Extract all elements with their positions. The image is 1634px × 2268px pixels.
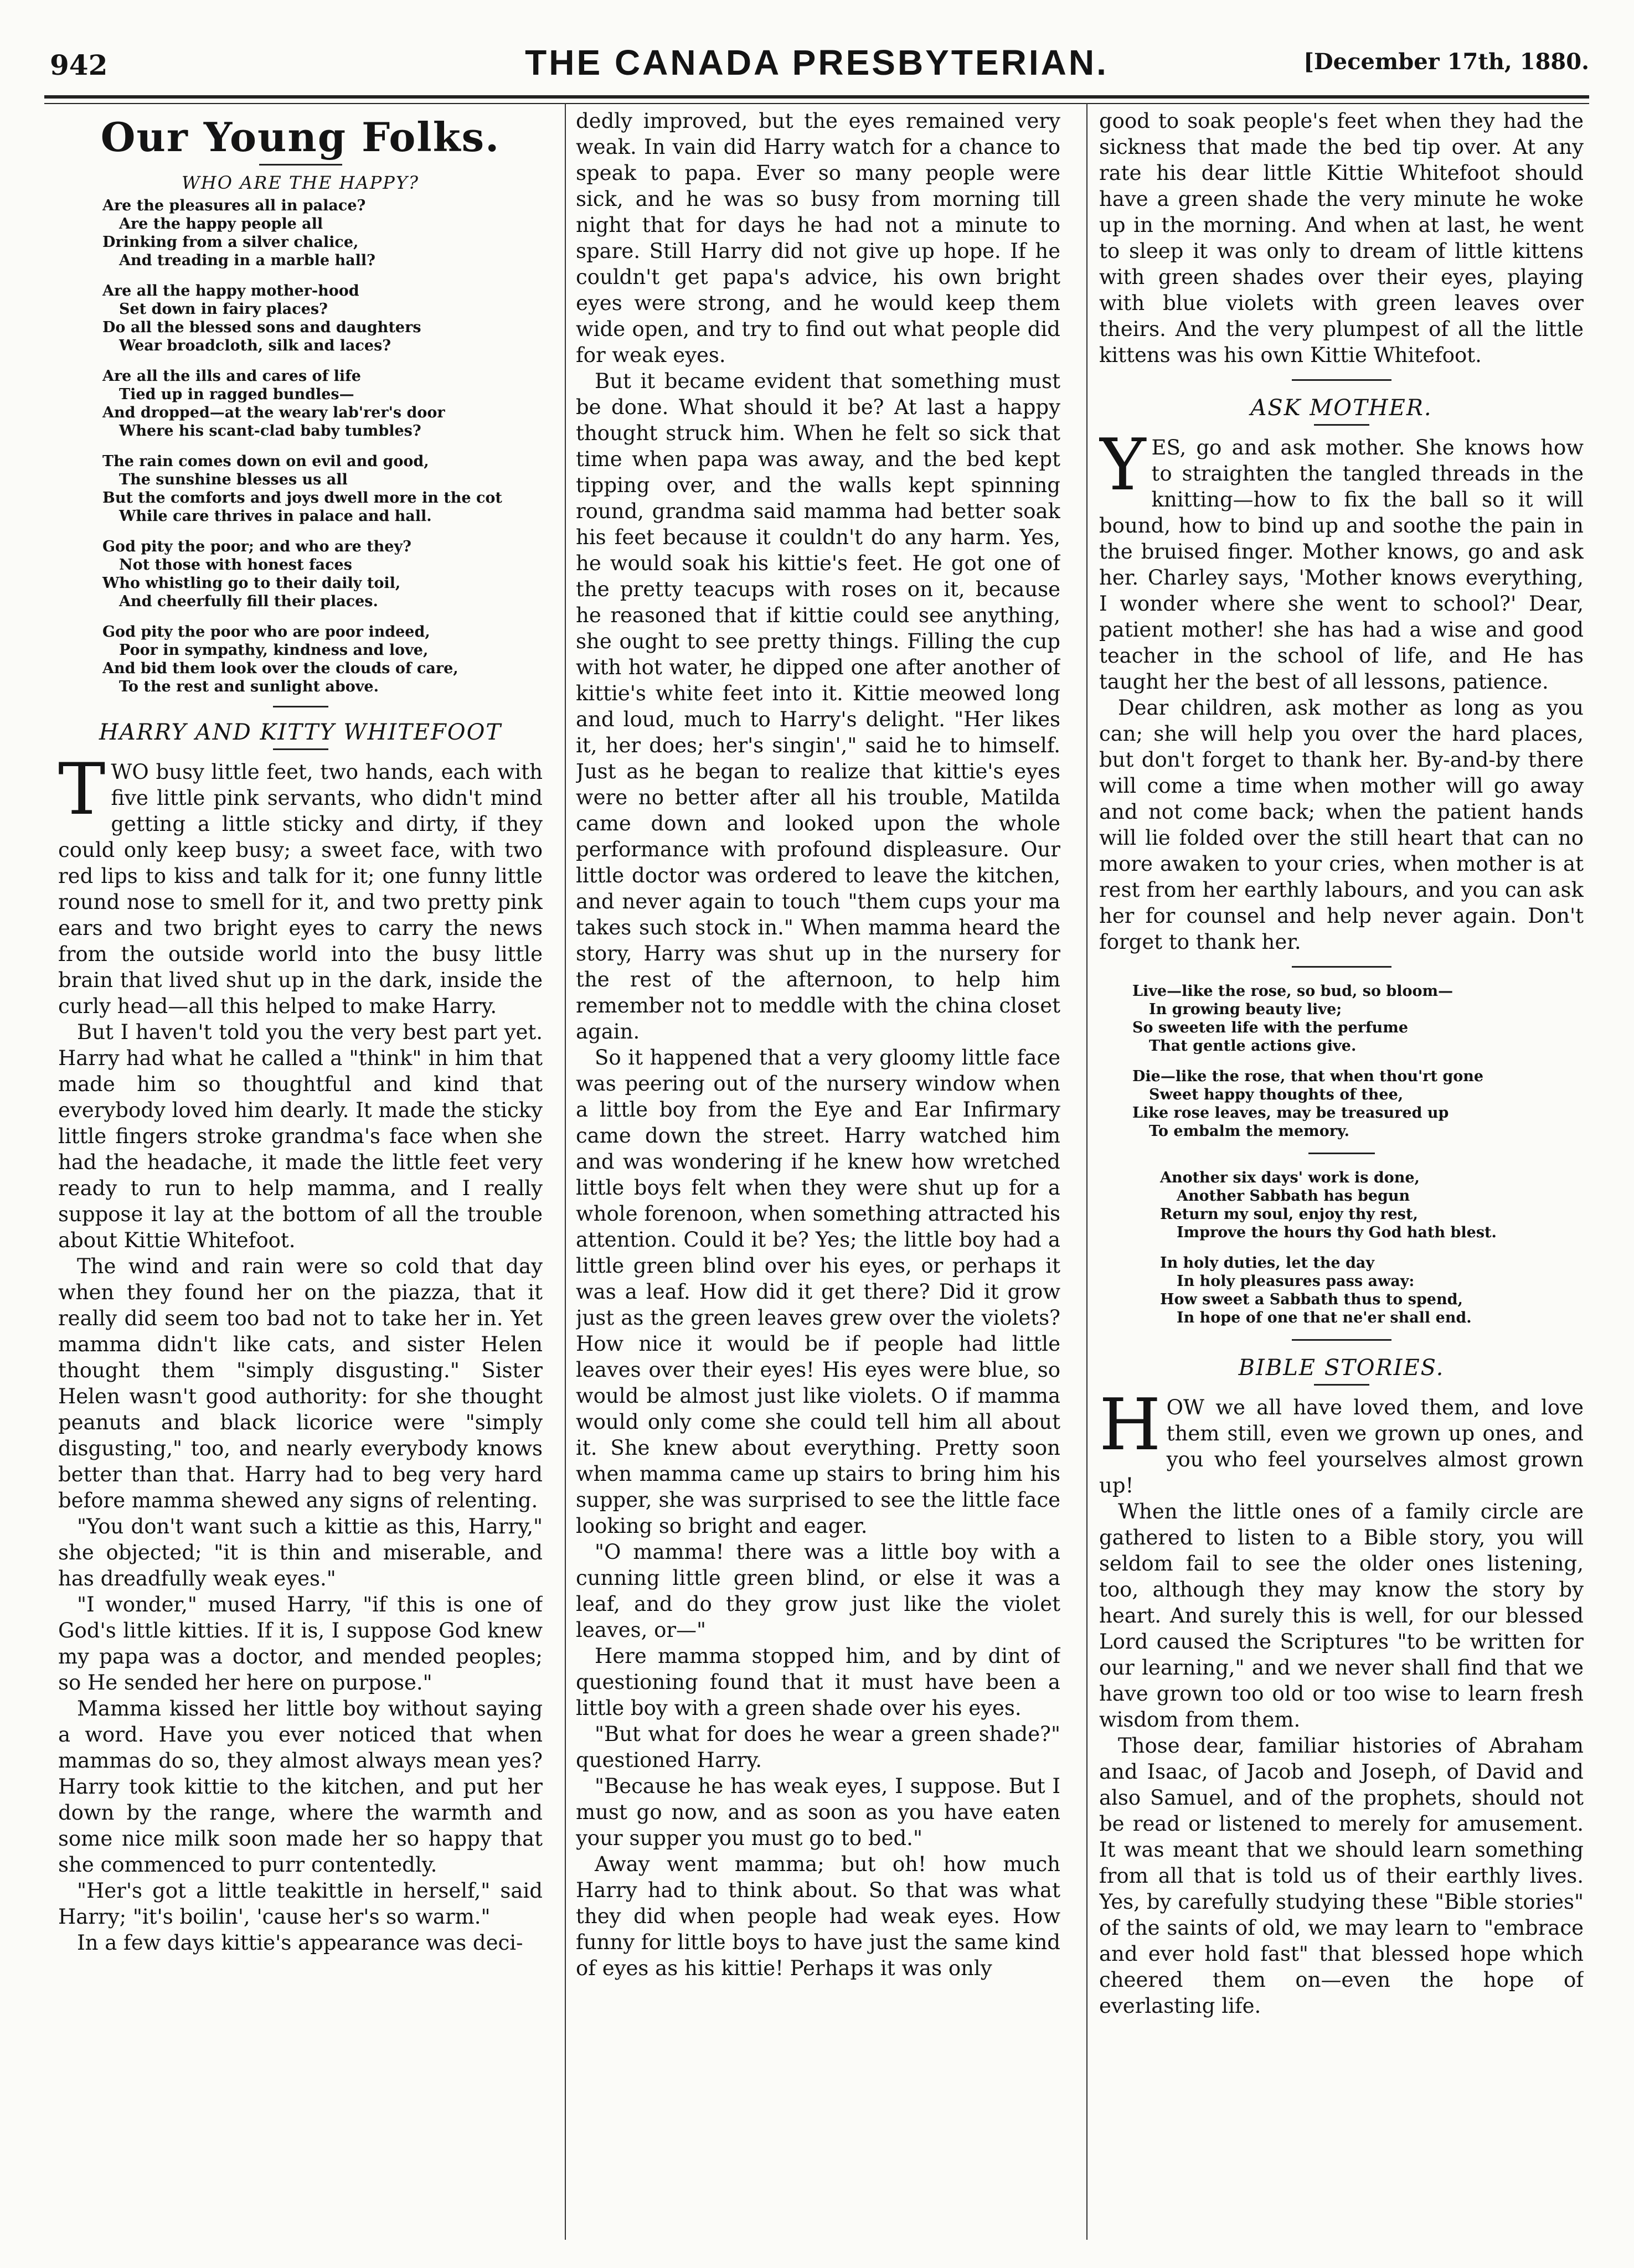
column-1	[58, 108, 543, 2242]
poem-stanza	[102, 282, 543, 355]
poem-line: Are all the ills and cares of life	[102, 368, 361, 385]
poem-sabbath	[1160, 1169, 1584, 1327]
poem-line: And treading in a marble hall?	[119, 252, 375, 269]
poem-line: Wear broadcloth, silk and laces?	[119, 337, 391, 354]
poem-stanza	[102, 367, 543, 440]
bible-stories-body	[1099, 1384, 1584, 2019]
poem-stanza	[1160, 1169, 1584, 1242]
poem-stanza	[102, 623, 543, 696]
section-rule	[1292, 966, 1391, 968]
poem-line: The rain comes down on evil and good,	[102, 453, 429, 470]
paragraph: The wind and rain were so cold that day when they found her on the piazza, that it really did seem too bad not to take her in. Yet mamma didn't like cats, and sister Helen thought them "simply disgusting." Sister Helen wasn't good authority: for she thought peanuts and black licorice were "simply disgusting," too, and nearly everybody knows better than that. Harry had to beg very hard before mamma shewed any signs of relenting.	[58, 1254, 543, 1512]
section-rule	[273, 706, 328, 707]
paragraph: So it happened that a very gloomy little face was peering out of the nursery window when a little boy from the Eye and Ear Infirmary came down the street. Harry watched him and was wondering if he knew how wretched little boys felt when they were shut up for a whole forenoon, when something attracted his attention. Could it be? Yes; the little boy had a little green blind over his eyes, or perhaps it was a leaf. How did it get there? Did it grow just as the green leaves grew over the violets? How nice it would be if people had little leaves over their eyes! His eyes were blue, so would be almost just like violets. O if mamma would only come she could tell him all about it. She knew about everything. Pretty soon when mamma came up stairs to bring him his supper, she was surprised to see the little face looking so bright and eager.	[576, 1046, 1060, 1538]
poem-line: Where his scant-clad baby tumbles?	[119, 422, 421, 440]
story-title: HARRY AND KITTY WHITEFOOT	[99, 720, 502, 745]
section-rule	[273, 748, 328, 750]
poem-line: But the comforts and joys dwell more in the cot	[102, 489, 502, 507]
column-divider	[565, 103, 566, 2240]
ask-mother-title: ASK MOTHER.	[1250, 395, 1432, 421]
header-rule-thin	[44, 103, 1589, 104]
poem-line: So sweeten life with the perfume	[1132, 1019, 1409, 1036]
poem-line: Sweet happy thoughts of thee,	[1149, 1086, 1404, 1103]
column-divider	[1086, 103, 1087, 2240]
section-masthead: Our Young Folks.	[100, 113, 501, 161]
newspaper-title: THE CANADA PRESBYTERIAN.	[525, 43, 1109, 82]
column-3	[1099, 108, 1584, 2242]
story-body	[58, 748, 543, 1956]
poem-line: Are the pleasures all in palace?	[102, 197, 366, 214]
masthead-rule	[259, 164, 342, 166]
page-number: 942	[50, 49, 108, 81]
poem-line: In holy duties, let the day	[1160, 1254, 1375, 1272]
poem-stanza	[102, 452, 543, 525]
poem-line: Live—like the rose, so bud, so bloom—	[1132, 983, 1453, 1000]
poem-line: God pity the poor; and who are they?	[102, 538, 411, 555]
poem-line: In holy pleasures pass away:	[1177, 1273, 1415, 1290]
paragraph: In a few days kittie's appearance was deci-	[77, 1931, 523, 1955]
paragraph: dedly improved, but the eyes remained very weak. In vain did Harry watch for a chance to speak to papa. Ever so many people were sick, and he was so busy from morning till night that for days he had not a minute to spare. Still Harry did not give up hope. If he couldn't get papa's advice, his own bright eyes were strong, and he would keep them wide open, and try to find out what people did for weak eyes.	[576, 109, 1060, 367]
paragraph: "Her's got a little teakittle in herself," said Harry; "it's boilin', 'cause her's so warm."	[58, 1879, 543, 1929]
poem-line: Tied up in ragged bundles—	[119, 386, 354, 403]
poem-line: That gentle actions give.	[1149, 1037, 1357, 1055]
poem-line: Die—like the rose, that when thou'rt gone	[1132, 1068, 1484, 1085]
section-rule	[1292, 1339, 1391, 1341]
section-rule	[1314, 1384, 1369, 1386]
poem-stanza	[102, 197, 543, 270]
paragraph: Away went mamma; but oh! how much Harry had to think about. So that was what they did when people had weak eyes. How funny for little boys to have just the same kind of eyes as his kittie! Perhaps it was only	[576, 1852, 1060, 1980]
poem-line: Drinking from a silver chalice,	[102, 234, 359, 251]
paragraph: "You don't want such a kittie as this, Harry," she objected; "it is thin and miserable, and has dreadfully weak eyes."	[58, 1515, 543, 1590]
poem-line: Not those with honest faces	[119, 556, 352, 574]
poem-line: To the rest and sunlight above.	[119, 678, 379, 695]
header-rule-thick	[44, 95, 1589, 99]
poem-line: Are the happy people all	[119, 215, 323, 233]
poem-title: WHO ARE THE HAPPY?	[181, 172, 420, 193]
poem-line: And dropped—at the weary lab'rer's door	[102, 404, 445, 421]
poem-line: God pity the poor who are poor indeed,	[102, 623, 430, 640]
column-2	[576, 108, 1060, 2242]
poem-line: To embalm the memory.	[1149, 1123, 1349, 1140]
story-continued	[576, 108, 1060, 1981]
poem-line: Set down in fairy places?	[119, 301, 328, 318]
poem-line: While care thrives in palace and hall.	[119, 508, 432, 525]
paragraph: But I haven't told you the very best part yet. Harry had what he called a "think" in him that made him so thoughtful and kind that everybody loved him dearly. It made the sticky little fingers stroke grandma's face when she had the headache, it made the little feet very ready to run to help mamma, and I really suppose it lay at the bottom of all the trouble about Kittie Whitefoot.	[58, 1020, 543, 1252]
paragraph: Mamma kissed her little boy without saying a word. Have you ever noticed that when mammas do so, they almost always mean yes? Harry took kittie to the kitchen, and put her down by the range, where the warmth and some nice milk soon made her so happy that she commenced to purr contentedly.	[58, 1697, 543, 1877]
issue-date: [December 17th, 1880.	[1303, 49, 1589, 75]
paragraph: Those dear, familiar histories of Abraham and Isaac, of Jacob and Joseph, of David and also Samuel, and of the prophets, should not be read or listened to merely for amusement. It was meant that we should learn something from all that is told us of their earthly lives. Yes, by carefully studying these "Bible stories" of the saints of old, we may learn to "embrace and ever hold fast" that blessed hope which cheered them on—even the hope of everlasting life.	[1099, 1734, 1584, 2018]
poem-stanza	[102, 538, 543, 611]
paragraph: "Because he has weak eyes, I suppose. But I must go now, and as soon as you have eaten your supper you must go to bed."	[576, 1774, 1060, 1850]
paragraph: Here mamma stopped him, and by dint of questioning found that it must have been a little boy with a green shade over his eyes.	[576, 1644, 1060, 1720]
section-rule	[1292, 379, 1391, 381]
poem-line: The sunshine blesses us all	[119, 471, 348, 488]
poem-line: Another Sabbath has begun	[1177, 1187, 1410, 1205]
poem-line: How sweet a Sabbath thus to spend,	[1160, 1291, 1463, 1308]
paragraph: Dear children, ask mother as long as you can; she will help you over the hard places, but don't forget to thank her. By-and-by there will come a time when mother will go away and not come back; when the patient hands will lie folded over the still heart that can no more awaken to your cries, when mother is at rest from her earthly labours, and you can ask her for counsel and help never again. Don't forget to thank her.	[1099, 696, 1584, 954]
story-ending-paragraph: good to soak people's feet when they had the sickness that made the bed tip over. At any rate his dear little Kittie Whitefoot should have a green shade the very minute he woke up in the morning. And when at last, he went to sleep it was only to dream of little kittens with green shades over their eyes, playing with blue violets with green leaves over theirs. And the very plumpest of all the little kittens was his own Kittie Whitefoot.	[1099, 109, 1584, 367]
poem-line: Who whistling go to their daily toil,	[102, 575, 401, 592]
paragraph: TWO busy little feet, two hands, each with five little pink servants, who didn't mind getting a little sticky and dirty, if they could only keep busy; a sweet face, with two red lips to kiss and talk for it; one funny little round nose to smell for it, and two pretty pink ears and two bright eyes to carry the news from the outside world into the busy little brain that lived shut up in the dark, inside the curly head—all this helped to make Harry.	[58, 748, 543, 1018]
paragraph: "But what for does he wear a green shade?" questioned Harry.	[576, 1722, 1060, 1772]
poem-line: Poor in sympathy, kindness and love,	[119, 642, 429, 659]
section-rule	[1308, 1153, 1375, 1154]
poem-stanza	[1132, 982, 1584, 1055]
poem-line: In hope of one that ne'er shall end.	[1177, 1309, 1472, 1326]
poem-line: Are all the happy mother-hood	[102, 282, 359, 299]
bible-stories-title: BIBLE STORIES.	[1238, 1355, 1445, 1381]
paragraph: HOW we all have loved them, and love them still, even we grown up ones, and you who feel yourselves almost grown up!	[1099, 1384, 1584, 1497]
poem-line: Improve the hours thy God hath blest.	[1177, 1224, 1497, 1241]
poem-who-are-the-happy	[102, 197, 543, 696]
ask-mother-body	[1099, 424, 1584, 955]
poem-stanza	[1132, 1067, 1584, 1140]
paragraph: YES, go and ask mother. She knows how to straighten the tangled threads in the knitting—how to fix the ball so it will bound, how to bind up and soothe the pain in the bruised finger. Mother knows, go and ask her. Charley says, 'Mother knows everything, I wonder where she went to school?' Dear, patient mother! she has had a wise and good teacher in the school of life, and He has taught her the best of all lessons, patience.	[1099, 424, 1584, 694]
poem-live-like-the-rose	[1132, 982, 1584, 1140]
poem-line: And cheerfully fill their places.	[119, 593, 378, 610]
paragraph: But it became evident that something must be done. What should it be? At last a happy thought struck him. When he felt so sick that time when papa was away, and the bed kept tipping over, and the walls kept spinning round, grandma said mamma had better soak his feet because it couldn't do any harm. Yes, he would soak his kittie's feet. He got one of the pretty teacups with roses on it, because he reasoned that if kittie could see anything, she ought to see pretty things. Filling the cup with hot water, he dipped one after another of kittie's white feet into it. Kittie meowed long and loud, much to Harry's delight. "Her likes it, her does; her's singin'," said he to himself. Just as he began to realize that kittie's eyes were no better after all his trouble, Matilda came down and looked upon the whole performance with profound displeasure. Our little doctor was ordered to leave the kitchen, and never again to touch "them cups your ma takes such stock in." When mamma heard the story, Harry was shut up in the nursery for the rest of the afternoon, to help him remember not to meddle with the china closet again.	[576, 369, 1060, 1043]
poem-line: In growing beauty live;	[1149, 1001, 1342, 1018]
section-rule	[1314, 424, 1369, 426]
poem-stanza	[1160, 1254, 1584, 1327]
paragraph: "I wonder," mused Harry, "if this is one of God's little kitties. If it is, I suppose God knew my papa was a doctor, and mended peoples; so He sended her here on purpose."	[58, 1593, 543, 1694]
poem-line: Another six days' work is done,	[1160, 1169, 1420, 1186]
poem-line: Like rose leaves, may be treasured up	[1132, 1104, 1449, 1122]
poem-line: And bid them look over the clouds of care,	[102, 660, 458, 677]
poem-line: Do all the blessed sons and daughters	[102, 319, 421, 336]
paragraph: When the little ones of a family circle are gathered to listen to a Bible story, you will seldom fail to see the older ones listening, too, although they may know the story by heart. And surely this is well, for our blessed Lord caused the Scriptures "to be written for our learning," and we never shall find that we have grown too old or too wise to learn fresh wisdom from them.	[1099, 1500, 1584, 1732]
paragraph: "O mamma! there was a little boy with a cunning little green blind, or else it was a leaf, and do they grow just like the violet leaves, or—"	[576, 1540, 1060, 1642]
poem-line: Return my soul, enjoy thy rest,	[1160, 1206, 1418, 1223]
